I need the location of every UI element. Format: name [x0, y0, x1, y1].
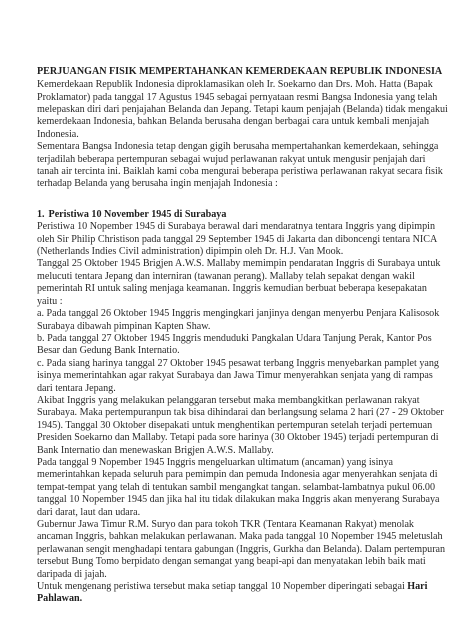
section-paragraph-4: Pada tanggal 9 Nopember 1945 Inggris mengeluarkan ultimatum (ancaman) yang isinya memerintahkan kepada seluruh para pemimpin dan pemuda Indonesia agar menyerahkan senjata di tempat-tempat yang telah di tentukan sambil mengangkat tangan. selambat-lambatnya pukul 06.00 tanggal 10 Nopember 1945 dan jika hal itu tidak dilakukan maka Inggris akan menyerang Surabaya dari darat, laut dan udara.	[37, 456, 440, 518]
document-title: PERJUANGAN FISIK MEMPERTAHANKAN KEMERDEKAAN REPUBLIK INDONESIA	[37, 66, 443, 77]
spacer	[37, 191, 449, 209]
list-item-c: c. Pada siang harinya tanggal 27 Oktober 1945 pesawat terbang Inggris menyebarkan pamplet yang isinya memerintahkan agar rakyat Surabaya dan Jawa Timur menyerahkan senjata yang di rampas dari tentara Jepang.	[37, 357, 439, 394]
list-item-a: a. Pada tanggal 26 Oktober 1945 Inggris mengingkari janjinya dengan menyerbu Penjara Kalisosok Surabaya dibawah pimpinan Kapten Shaw.	[37, 308, 440, 332]
intro-paragraph-1: Kemerdekaan Republik Indonesia diproklamasikan oleh Ir. Soekarno dan Drs. Moh. Hatta (Bapak Proklamator) pada tanggal 17 Agustus 1945 sebagai pernyataan resmi Bangsa Indonesia yang telah melepaskan diri dari penjajahan Belanda dan Jepang. Tetapi kaum penjajah (Belanda) tidak mengakui kemerdekaan Indonesia, bahkan Belanda berusaha dengan berbagai cara untuk kembali menjajah Indonesia.	[37, 79, 448, 140]
closing-paragraph	[37, 581, 449, 606]
section-paragraph-2: Tanggal 25 Oktober 1945 Brigjen A.W.S. Mallaby memimpin pendaratan Inggris di Surabaya untuk melucuti tentara Jepang dan interniran (tawanan perang). Mallaby telah sepakat dengan wakil pemerintah RI untuk saling menjaga keamanan. Inggris kemudian berbuat beberapa kesepakatan yaitu :	[37, 258, 441, 307]
section-heading-text: Peristiwa 10 November 1945 di Surabaya	[48, 208, 227, 220]
section-number: 1.	[37, 208, 45, 220]
section-heading	[37, 209, 449, 221]
closing-bold-text: Hari Pahlawan.	[37, 581, 428, 605]
closing-text: Untuk mengenang peristiwa tersebut maka setiap tanggal 10 Nopember diperingati sebagai	[37, 581, 408, 593]
section-paragraph-5: Gubernur Jawa Timur R.M. Suryo dan para tokoh TKR (Tentara Keamanan Rakyat) menolak ancaman Inggris, bahkan melakukan perlawanan. Maka pada tanggal 10 Nopember 1945 meletuslah perlawanan sengit menghadapi tentara gabungan (Inggris, Gurkha dan Belanda). Dalam pertempuran tersebut Bung Tomo berpidato dengan semangat yang beapi-api dan menyatakan lebih baik mati daripada di jajah.	[37, 519, 446, 580]
intro-paragraph-2: Sementara Bangsa Indonesia tetap dengan gigih berusaha mempertahankan kemerdekaan, sehingga terjadilah beberapa pertempuran sebagai wujud perlawanan rakyat untuk mengusir penjajah dari tanah air tercinta ini. Baiklah kami coba mengurai beberapa peristiwa perlawanan rakyat secara fisik terhadap Belanda yang berusaha ingin menjajah Indonesia :	[37, 141, 443, 190]
document-body	[37, 66, 449, 606]
list-item-b: b. Pada tanggal 27 Oktober 1945 Inggris menduduki Pangkalan Udara Tanjung Perak, Kantor Pos Besar dan Gedung Bank Internatio.	[37, 332, 432, 357]
section-paragraph-1: Peristiwa 10 Nopember 1945 di Surabaya berawal dari mendaratnya tentara Inggris yang dipimpin oleh Sir Philip Christison pada tanggal 29 September 1945 di Jakarta dan diboncengi tentara NICA (Netherlands Indies Civil administration) dipimpin oleh Dr. H.J. Van Mook.	[37, 221, 437, 258]
section-paragraph-3: Akibat Inggris yang melakukan pelanggaran tersebut maka membangkitkan perlawanan rakyat Surabaya. Maka pertempuranpun tak bisa dihindarai dan berlangsung selama 2 hari (27 - 29 Oktober 1945). Tanggal 30 Oktober disepakati untuk menghentikan pertempuran setelah terjadi pertemuan Presiden Soekarno dan Mallaby. Tetapi pada sore harinya (30 Oktober 1945) terjadi pertempuran di Bank Internatio dan menewaskan Brigjen A.W.S. Mallaby.	[37, 394, 444, 456]
